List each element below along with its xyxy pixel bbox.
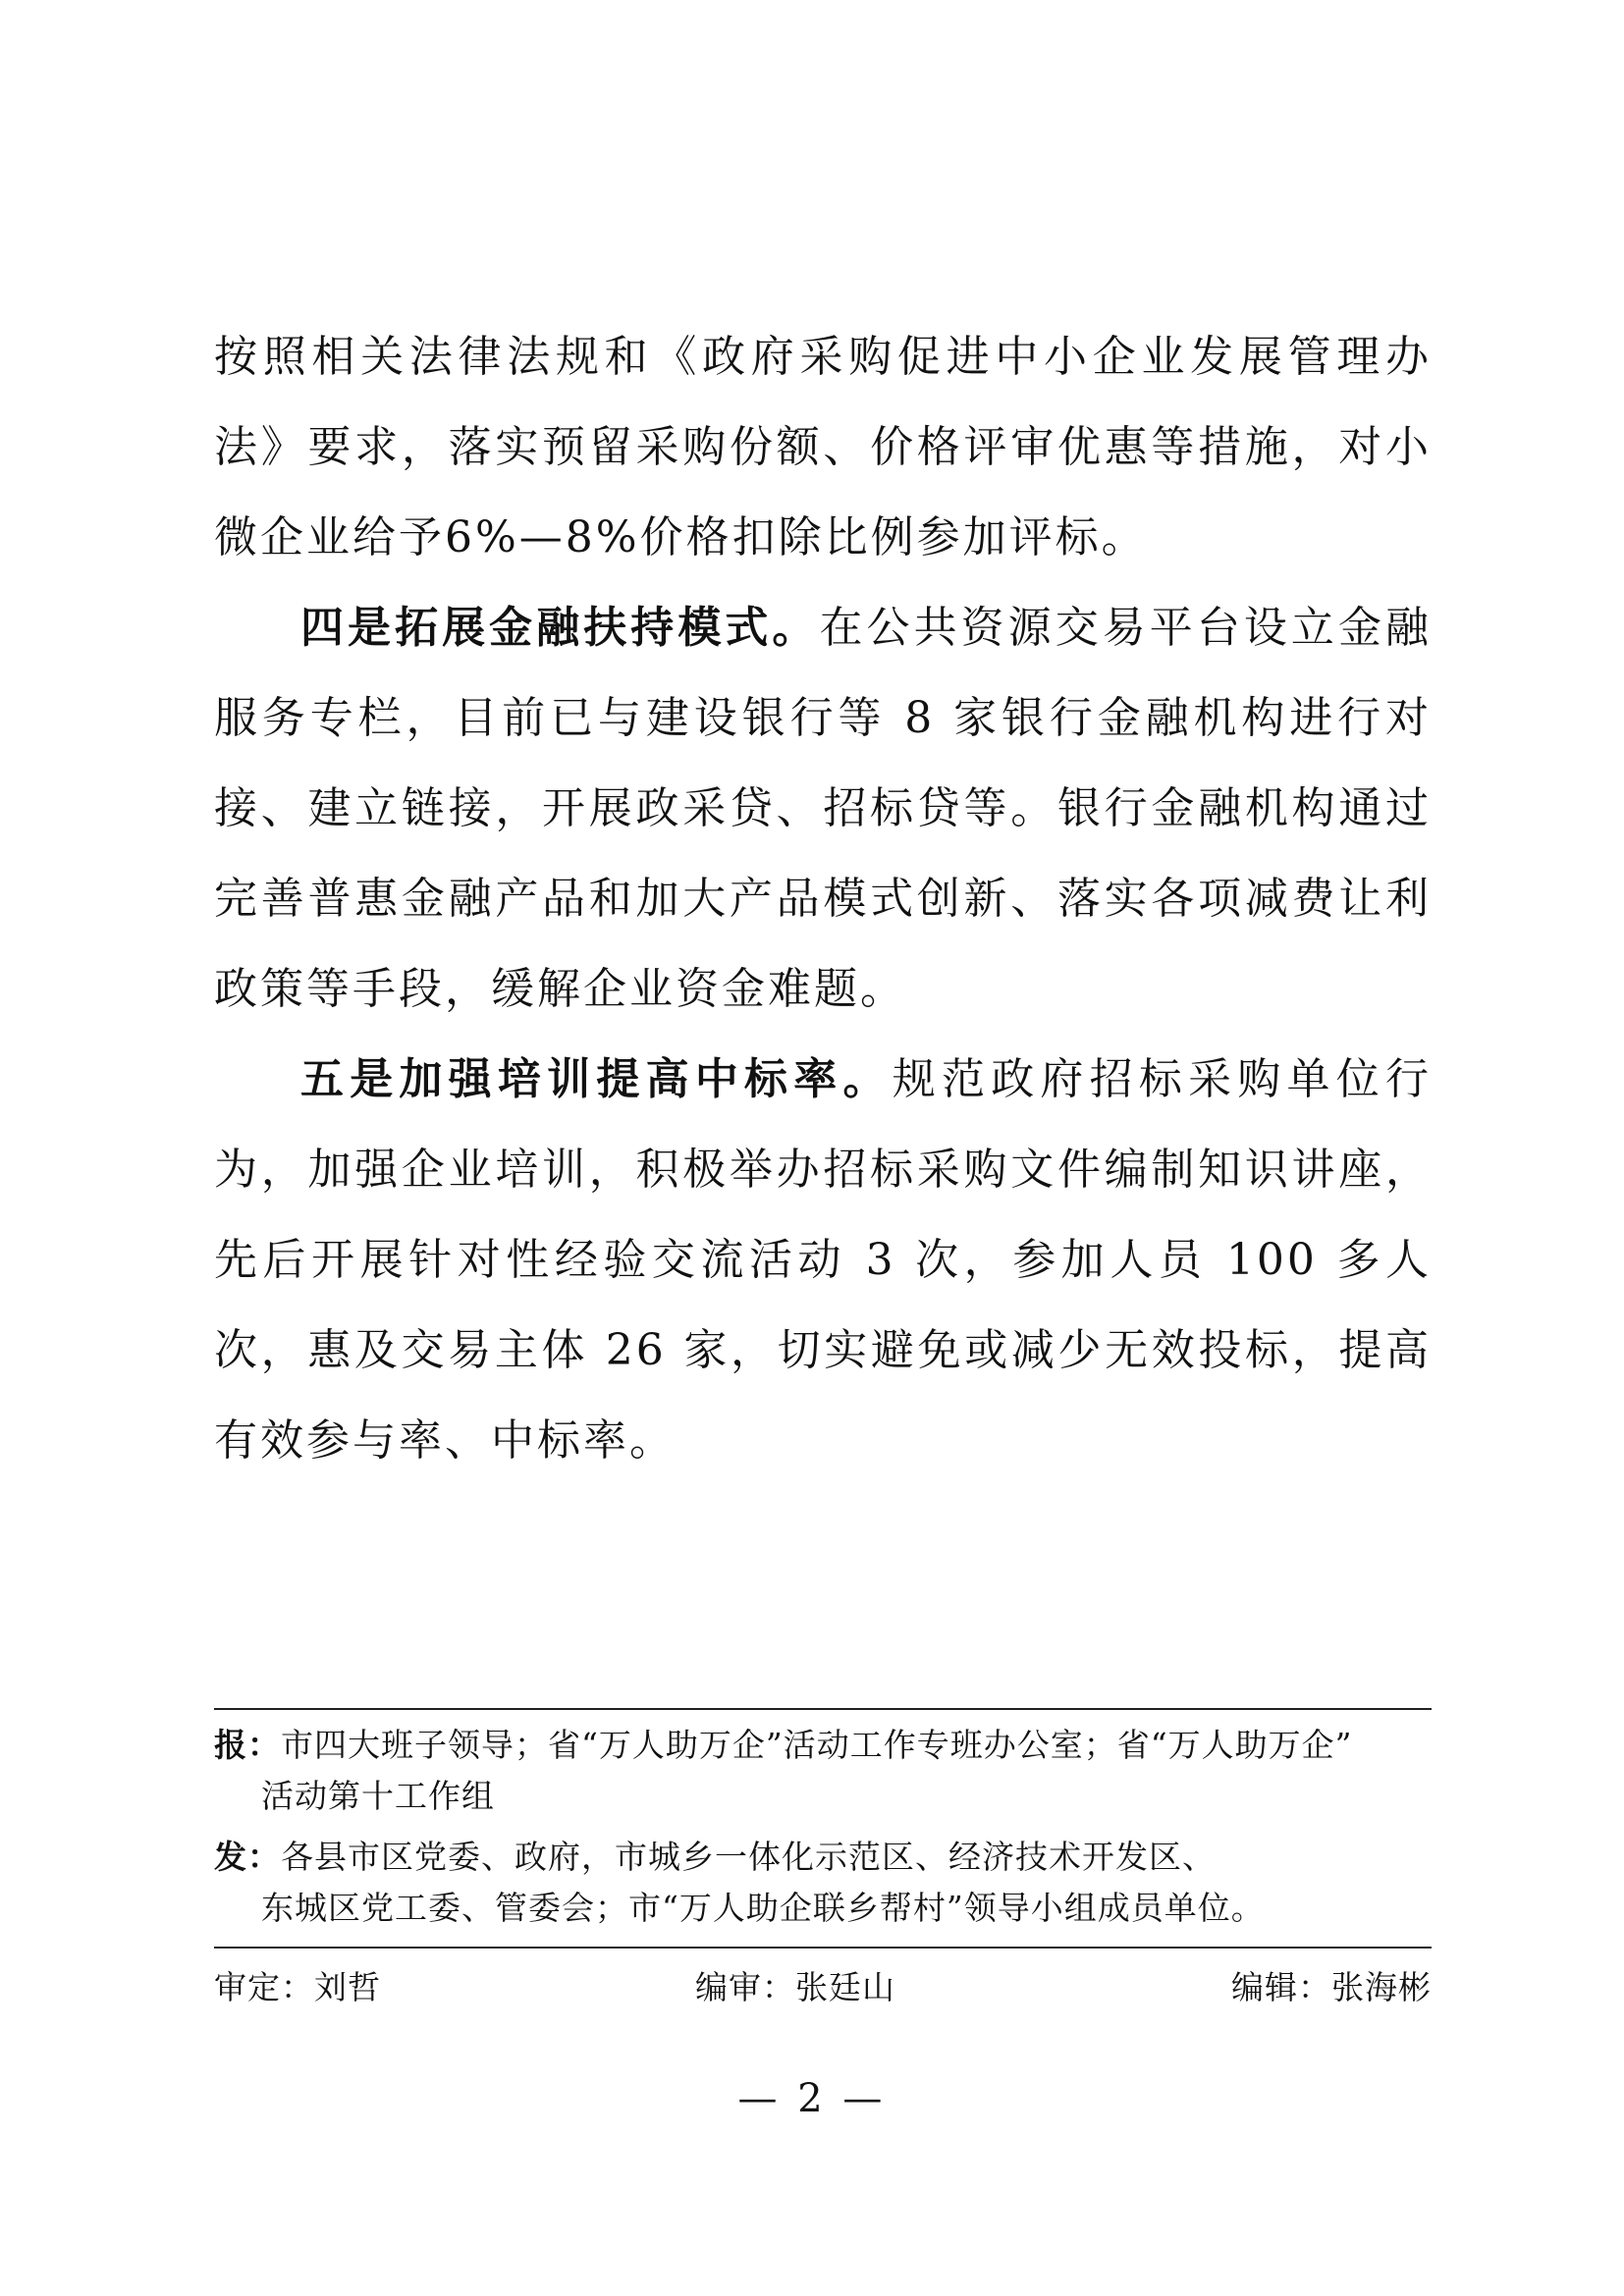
signoff-row bbox=[214, 1960, 1432, 2015]
approved-by: 审定：刘哲 bbox=[214, 1968, 381, 2006]
paragraph-text: 在公共资源交易平台设立金融服务专栏，目前已与建设银行等 8 家银行金融机构进行对接、建立链接，开展政采贷、招标贷等。银行金融机构通过完善普惠金融产品和加大产品模式创新、落实各项减费让利政策等手段，缓解企业资金难题。 bbox=[214, 603, 1433, 1014]
report-recipients bbox=[214, 1720, 1432, 1822]
edited-by: 编辑：张海彬 bbox=[1231, 1968, 1432, 2006]
send-label: 发： bbox=[214, 1838, 281, 1876]
report-label: 报： bbox=[214, 1726, 281, 1764]
paragraph-text: 规范政府招标采购单位行为，加强企业培训，积极举办招标采购文件编制知识讲座，先后开展针对性经验交流活动 3 次，参加人员 100 多人次，惠及交易主体 26 家，切实避免或减少无效投标，提高有效参与率、中标率。 bbox=[214, 1054, 1433, 1466]
reviewed-by: 编审：张廷山 bbox=[695, 1968, 895, 2006]
report-line-1 bbox=[214, 1720, 1432, 1771]
distribution-bottom-divider bbox=[214, 1947, 1432, 1949]
send-recipients bbox=[214, 1832, 1432, 1934]
report-recipients-text: 市四大班子领导；省“万人助万企”活动工作专班办公室；省“万人助万企” bbox=[281, 1726, 1353, 1764]
distribution-top-divider bbox=[214, 1708, 1432, 1710]
paragraph-training bbox=[214, 1035, 1432, 1486]
send-recipients-text: 各县市区党委、政府，市城乡一体化示范区、经济技术开发区、 bbox=[281, 1838, 1216, 1876]
paragraph-financial-support bbox=[214, 583, 1432, 1035]
send-line-1 bbox=[214, 1832, 1432, 1883]
report-line-2: 活动第十工作组 bbox=[261, 1777, 495, 1815]
paragraph-text: 按照相关法律法规和《政府采购促进中小企业发展管理办法》要求，落实预留采购份额、价格评审优惠等措施，对小微企业给予6%—8%价格扣除比例参加评标。 bbox=[214, 332, 1432, 562]
paragraph-procurement-measures bbox=[214, 312, 1432, 583]
paragraph-heading: 五是加强培训提高中标率。 bbox=[300, 1054, 893, 1104]
document-body bbox=[214, 312, 1432, 1486]
send-line-2: 东城区党工委、管委会；市“万人助企联乡帮村”领导小组成员单位。 bbox=[261, 1889, 1265, 1927]
paragraph-heading: 四是拓展金融扶持模式。 bbox=[300, 603, 820, 653]
page-number: — 2 — bbox=[737, 2076, 887, 2121]
